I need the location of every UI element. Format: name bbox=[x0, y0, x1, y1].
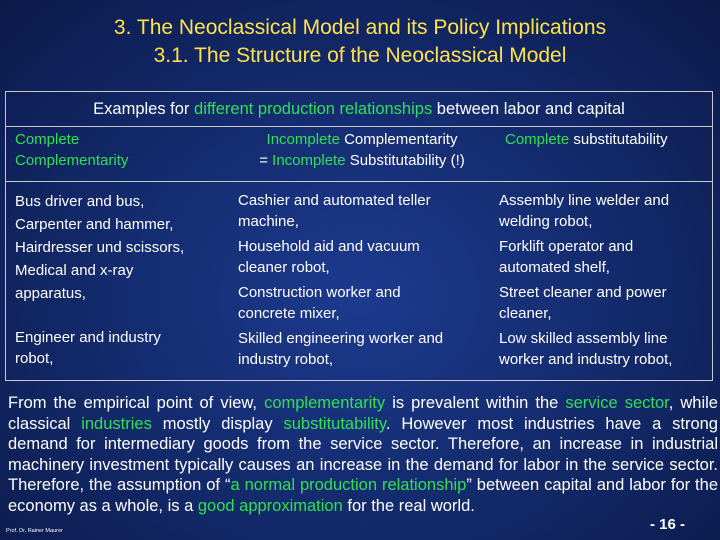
list-item bbox=[238, 282, 500, 324]
paragraph-text: ” between capital and labor for the economy as a whole, is a bbox=[8, 476, 718, 515]
header-complete-substitutability bbox=[505, 129, 720, 150]
paragraph-text: is prevalent within the bbox=[385, 394, 566, 412]
paragraph-highlight: complementarity bbox=[264, 394, 386, 412]
item-line: Low skilled assembly line bbox=[499, 330, 668, 347]
paragraph-highlight: substitutability bbox=[283, 414, 386, 433]
header-col2-line2 bbox=[231, 150, 493, 171]
item-line: Street cleaner and power bbox=[499, 284, 667, 301]
item-line: Construction worker and bbox=[238, 284, 401, 301]
item-line: automated shelf, bbox=[499, 259, 610, 276]
examples-table bbox=[5, 91, 713, 381]
heading-text-2: between labor and capital bbox=[432, 100, 625, 118]
item-line: cleaner, bbox=[499, 305, 552, 322]
header-col2-incomplete-2: Incomplete bbox=[272, 152, 346, 169]
list-item bbox=[499, 328, 714, 370]
list-item bbox=[499, 190, 714, 232]
paragraph-highlight: service sector bbox=[565, 394, 669, 412]
paragraph-highlight: a normal production relationship bbox=[230, 476, 467, 494]
item-line: Assembly line welder and bbox=[499, 192, 670, 209]
title-line-2: 3.1. The Structure of the Neoclassical Model bbox=[153, 44, 567, 67]
heading-text-1: Examples for bbox=[93, 100, 195, 118]
item-line: worker and industry robot, bbox=[499, 351, 673, 368]
item-line: concrete mixer, bbox=[238, 305, 340, 322]
list-item bbox=[238, 328, 500, 370]
list-item: Hairdresser und scissors, bbox=[15, 239, 185, 256]
header-col2-equals: = bbox=[259, 152, 273, 169]
list-item: Carpenter and hammer, bbox=[15, 216, 174, 233]
header-col1-line2: Complementarity bbox=[15, 152, 129, 169]
title-line-1: 3. The Neoclassical Model and its Policy Implications bbox=[113, 16, 607, 39]
list-item bbox=[238, 190, 500, 232]
list-item: Medical and x-ray bbox=[15, 262, 134, 279]
header-incomplete-complementarity bbox=[231, 129, 493, 171]
header-col2-line1 bbox=[231, 129, 493, 150]
item-line: Cashier and automated teller bbox=[238, 192, 431, 209]
column-complete-substitutability bbox=[499, 190, 714, 374]
list-item: Bus driver and bus, bbox=[15, 193, 145, 210]
heading-text-highlight: different production relationships bbox=[194, 100, 433, 118]
list-item: Engineer and industry bbox=[15, 329, 161, 346]
paragraph-text: From the empirical point of view, bbox=[8, 394, 265, 412]
header-col2-complementarity: Complementarity bbox=[339, 131, 458, 148]
list-item bbox=[238, 236, 500, 278]
paragraph-text: for the real world. bbox=[342, 496, 475, 515]
paragraph-text: , while classical bbox=[8, 394, 718, 433]
item-line: machine, bbox=[238, 213, 299, 230]
slide-title bbox=[0, 14, 720, 70]
item-line: cleaner robot, bbox=[238, 259, 330, 276]
header-complete-complementarity bbox=[15, 129, 230, 171]
item-line: Forklift operator and bbox=[499, 238, 634, 255]
paragraph-highlight: industries bbox=[81, 414, 152, 433]
paragraph-text: mostly display bbox=[151, 414, 284, 433]
list-item bbox=[499, 236, 714, 278]
item-line: Skilled engineering worker and bbox=[238, 330, 444, 347]
summary-paragraph bbox=[8, 393, 718, 516]
item-line: industry robot, bbox=[238, 351, 334, 368]
table-body bbox=[6, 190, 712, 382]
item-line: welding robot, bbox=[499, 213, 593, 230]
list-item: apparatus, bbox=[15, 285, 86, 302]
paragraph-highlight: good approximation bbox=[197, 496, 343, 515]
header-col2-incomplete: Incomplete bbox=[266, 131, 340, 148]
list-item: robot, bbox=[15, 350, 54, 367]
item-line: Household aid and vacuum bbox=[238, 238, 420, 255]
header-col3-substitutability: substitutability bbox=[569, 131, 668, 148]
paragraph-text: . However most industries have a strong demand for intermediary goods from the service sector. Therefore, an increase in industrial machinery investment typically causes an increase in the demand for labor in the service sector. Therefore, the assumption of “ bbox=[8, 414, 718, 494]
page-number: - 16 - bbox=[650, 516, 686, 533]
header-col1-line1: Complete bbox=[15, 131, 80, 148]
header-col2-substitutability: Substitutability (!) bbox=[345, 152, 465, 169]
column-headers bbox=[6, 127, 712, 182]
author-credit: Prof. Dr. Rainer Maurer bbox=[6, 528, 63, 534]
column-complete-complementarity bbox=[15, 190, 230, 369]
list-item bbox=[499, 282, 714, 324]
table-heading bbox=[6, 92, 712, 127]
column-incomplete-complementarity bbox=[238, 190, 500, 374]
header-col3-complete: Complete bbox=[505, 131, 570, 148]
